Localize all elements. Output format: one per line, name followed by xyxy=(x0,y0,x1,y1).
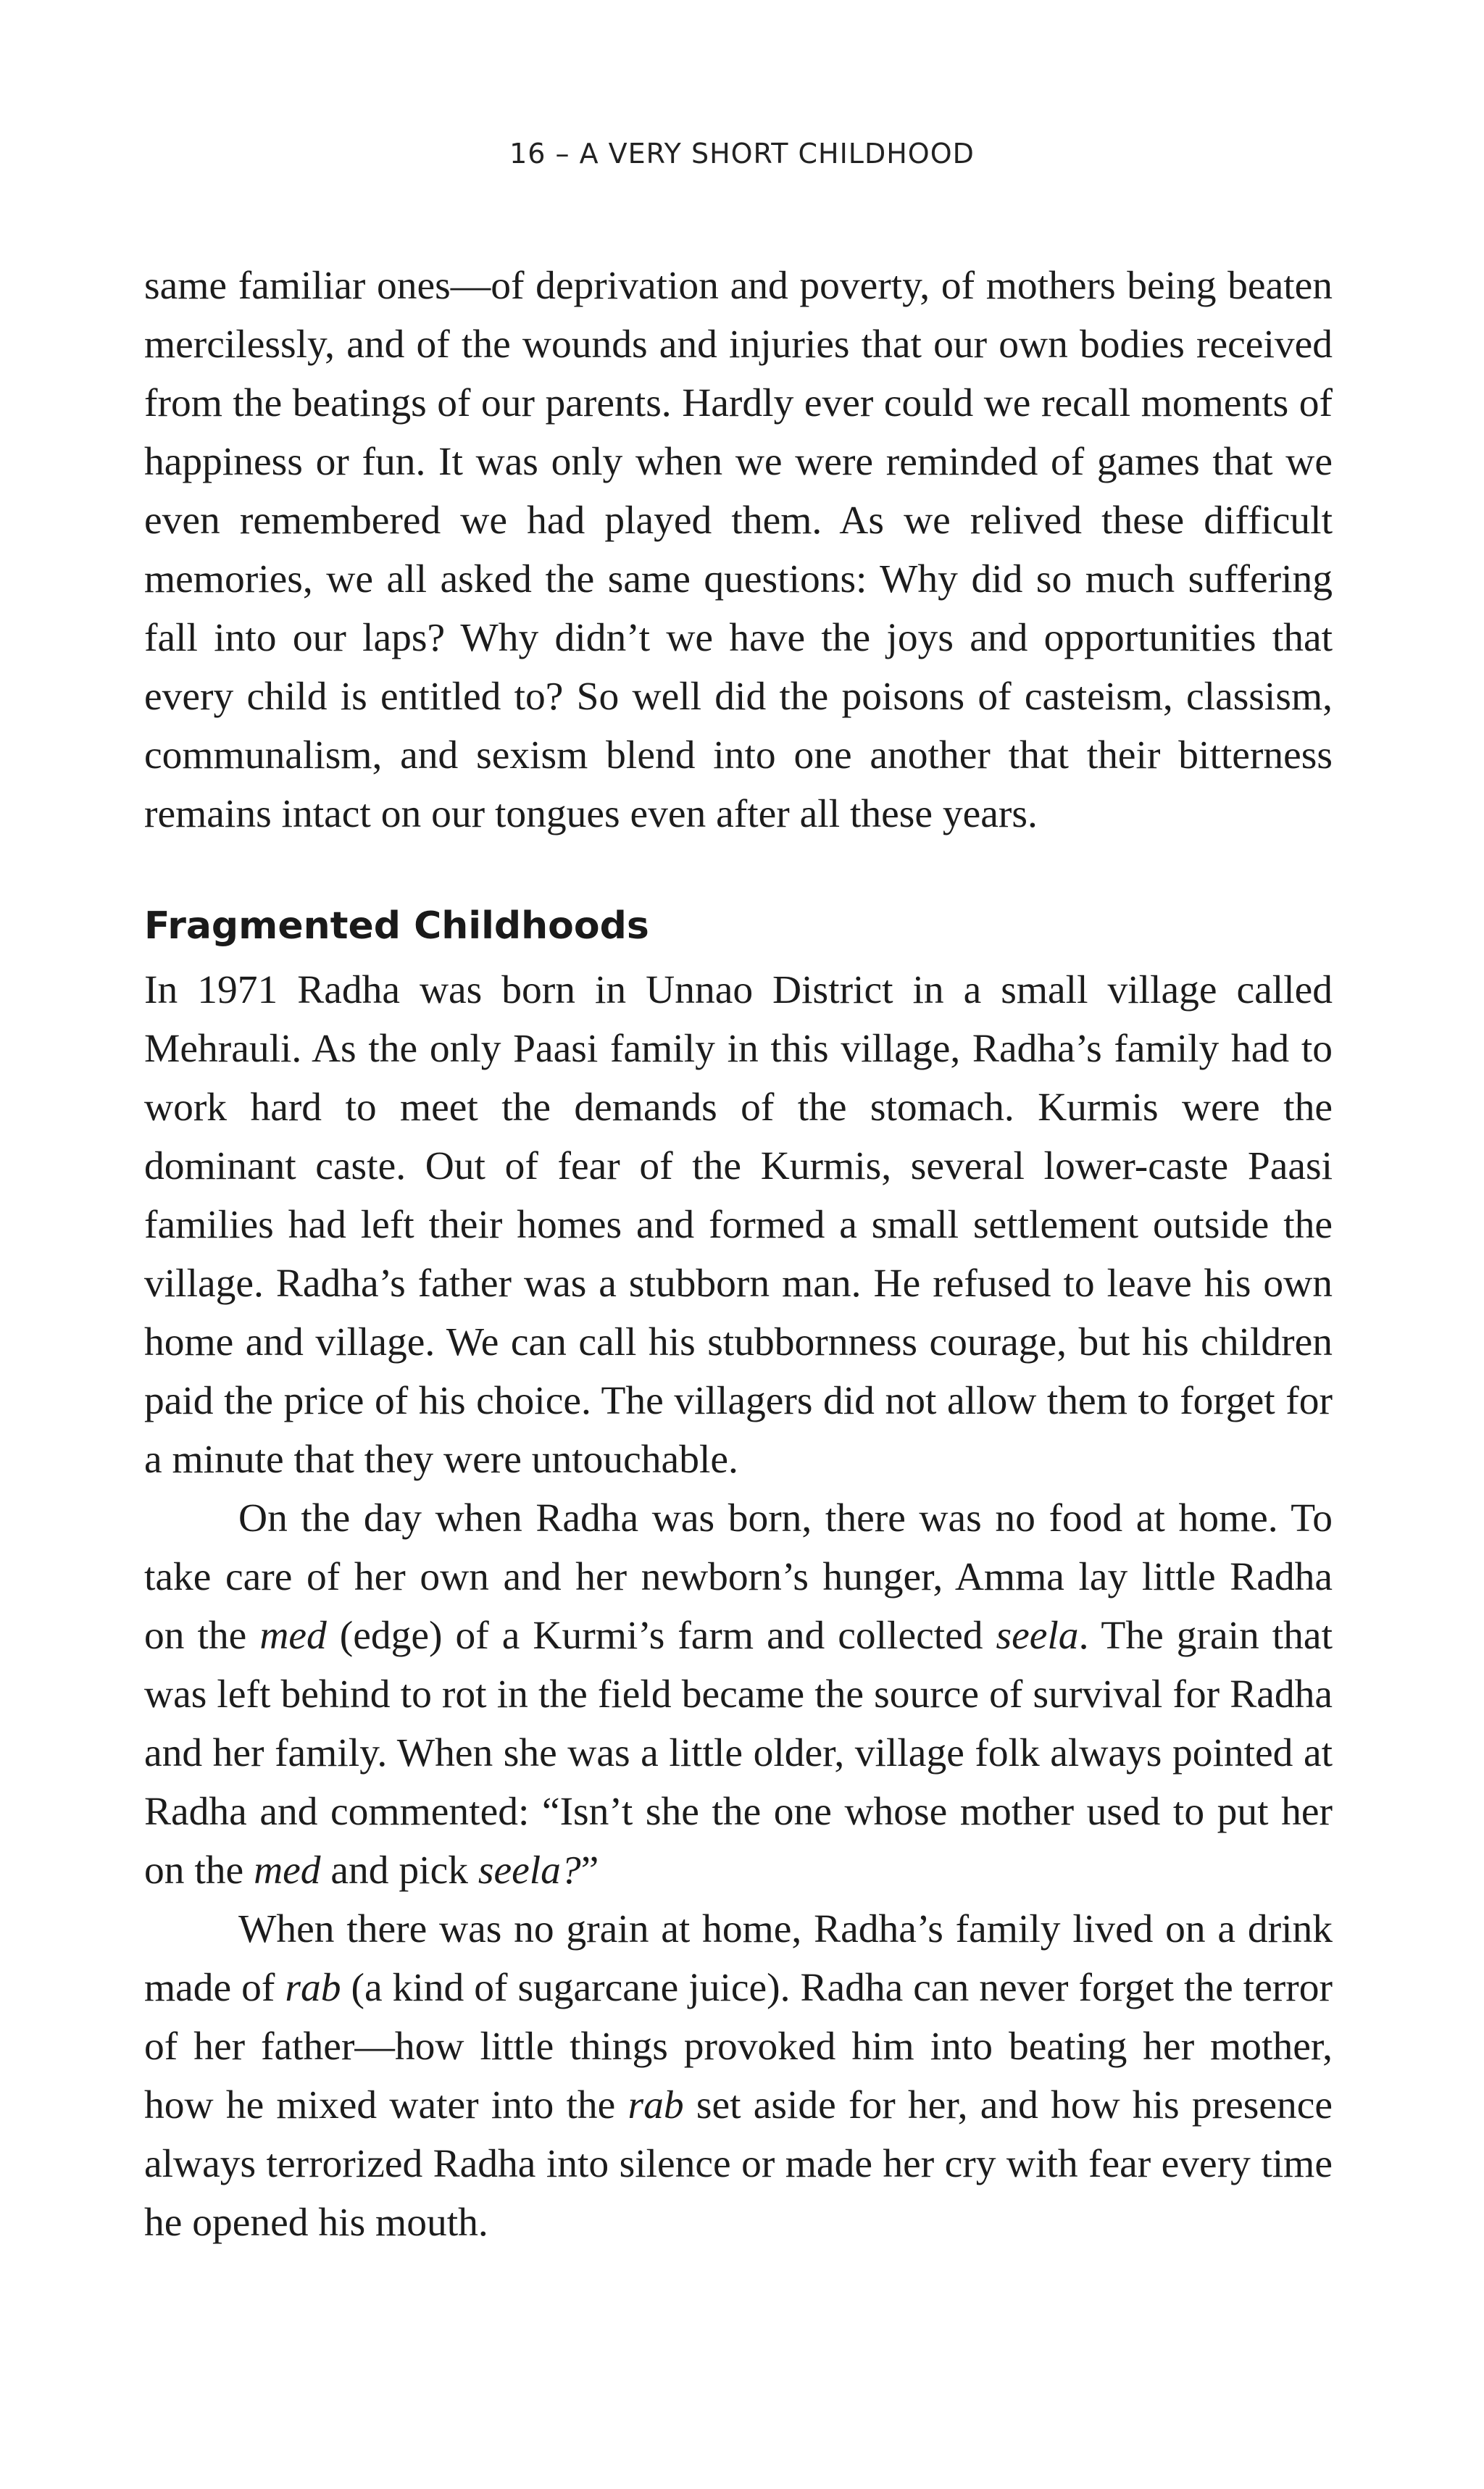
section-paragraph-2 xyxy=(144,1489,1333,1900)
running-head: 16 – A VERY SHORT CHILDHOOD xyxy=(509,138,975,170)
italic-term-seela: seela xyxy=(996,1614,1079,1658)
text-run: ” xyxy=(580,1848,599,1893)
text-run: . The grain that was left behind to rot in the field became the source of survival for Radha and her family. When she was a little older, village folk always pointed at Radha and commented: “Isn’t she the one whose mother used to put her on the xyxy=(144,1614,1333,1893)
section-heading: Fragmented Childhoods xyxy=(144,904,649,948)
italic-term-med: med xyxy=(254,1848,321,1893)
section-paragraph-1: In 1971 Radha was born in Unnao District in a small village called Mehrauli. As the only Paasi family in this village, Radha’s family had to work hard to meet the demands of the stomach. Kurmis were the dominant caste. Out of fear of the Kurmis, several lower-caste Paasi families had left their homes and formed a small settlement outside the village. Radha’s father was a stubborn man. He refused to leave his own home and village. We can call his stubbornness courage, but his children paid the price of his choice. The villagers did not allow them to forget for a minute that they were untouchable. xyxy=(144,968,1333,1482)
section-paragraph-3 xyxy=(144,1900,1333,2252)
italic-term-rab: rab xyxy=(285,1966,341,2010)
italic-term-med: med xyxy=(259,1614,327,1658)
text-run: (a kind of sugarcane juice). Radha can never forget the terror of her father—how little things provoked him into beating her mother, how he mixed water into the xyxy=(144,1966,1333,2127)
text-run: When there was no grain at home, Radha’s family lived on a drink made of xyxy=(144,1907,1333,2010)
intro-paragraph: same familiar ones—of deprivation and poverty, of mothers being beaten mercilessly, and of the wounds and injuries that our own bodies received from the beatings of our parents. Hardly ever could we recall moments of happiness or fun. It was only when we were reminded of games that we even remembered we had played them. As we relived these difficult memories, we all asked the same questions: Why did so much suffering fall into our laps? Why didn’t we have the joys and opportunities that every child is entitled to? So well did the poisons of casteism, classism, communalism, and sexism blend into one another that their bitterness remains intact on our tongues even after all these years. xyxy=(144,264,1333,836)
italic-term-rab: rab xyxy=(628,2083,684,2127)
intro-text-block xyxy=(144,257,1333,843)
section-text-block xyxy=(144,961,1333,2252)
italic-term-seela: seela? xyxy=(478,1848,581,1893)
text-run: (edge) of a Kurmi’s farm and collected xyxy=(326,1614,996,1658)
text-run: set aside for her, and how his presence always terrorized Radha into silence or made her cry with fear every time he opened his mouth. xyxy=(144,2083,1333,2245)
text-run: and pick xyxy=(320,1848,478,1893)
text-run: On the day when Radha was born, there was no food at home. To take care of her own and her newborn’s hunger, Amma lay little Radha on the xyxy=(144,1496,1333,1658)
